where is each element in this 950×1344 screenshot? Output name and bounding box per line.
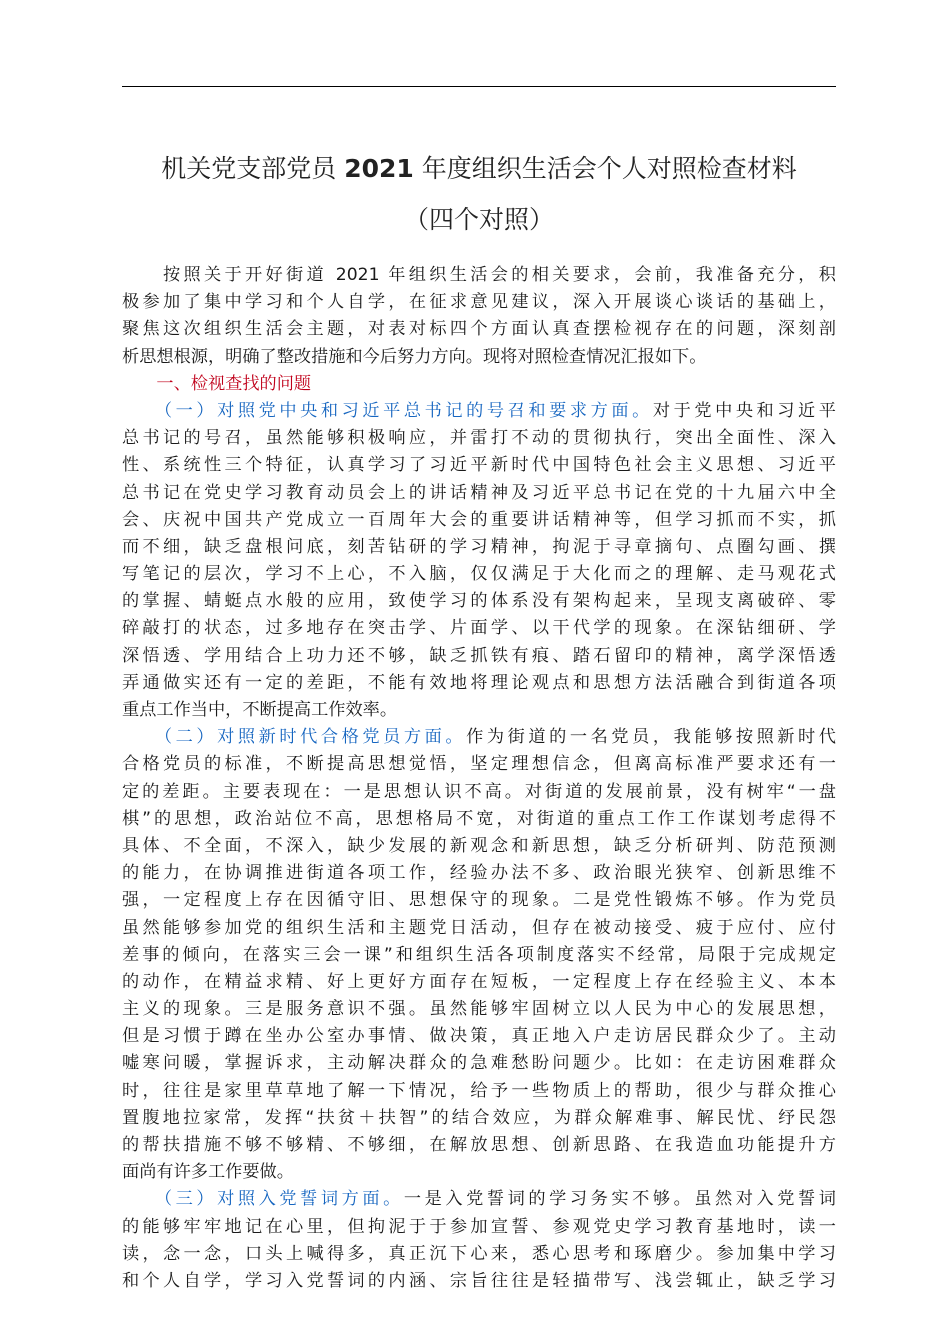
body-line: 具体、不全面，不深入，缺少发展的新观念和新思想，缺乏分析研判、防范预测 — [122, 835, 836, 856]
body-line: 的能力，在协调推进街道各项工作，经验办法不多、政治眼光狭窄、创新思维不 — [122, 863, 836, 884]
body-line: 而不细，缺乏盘根问底，刻苦钻研的学习精神，拘泥于寻章摘句、点圈勾画、撰 — [122, 536, 836, 557]
body-line: 极参加了集中学习和个人自学，在征求意见建议，深入开展谈心谈话的基础上， — [122, 292, 836, 313]
body-line: 强，一定程度上存在因循守旧、思想保守的现象。二是党性锻炼不够。作为党员 — [122, 890, 836, 911]
subsection-heading: （三）对照入党誓词方面。 — [122, 1189, 404, 1210]
body-line: 但是习惯于蹲在坐办公室办事情、做决策，真正地入户走访居民群众少了。主动 — [122, 1026, 836, 1047]
body-line: 的能够牢牢地记在心里，但拘泥于于参加宣誓、参观党史学习教育基地时，读一 — [122, 1216, 836, 1237]
subsection-line: （二）对照新时代合格党员方面。作为街道的一名党员，我能够按照新时代 — [122, 727, 836, 748]
body-line: 合格党员的标准，不断提高思想觉悟，坚定理想信念，但离高标准严要求还有一 — [122, 754, 836, 775]
subsection-heading: （二）对照新时代合格党员方面。 — [122, 727, 467, 748]
body-line: 读，念一念，口头上喊得多，真正沉下心来，悉心思考和琢磨少。参加集中学习 — [122, 1243, 836, 1264]
body-line: 时，往往是家里草草地了解一下情况，给予一些物质上的帮助，很少与群众推心 — [122, 1080, 836, 1101]
document-body — [122, 262, 836, 1295]
body-line: 主义的现象。三是服务意识不强。虽然能够牢固树立以人民为中心的发展思想， — [122, 999, 836, 1020]
title-year: 2021 — [344, 154, 414, 183]
body-line: 的帮扶措施不够不够精、不够细，在解放思想、创新思路、在我造血功能提升方 — [122, 1135, 836, 1155]
body-line: 聚焦这次组织生活会主题，对表对标四个方面认真查摆检视存在的问题，深刻剖 — [122, 319, 836, 340]
body-line: 碎敲打的状态，过多地存在突击学、片面学、以干代学的现象。在深钻细研、学 — [122, 618, 836, 639]
body-line: 定的差距。主要表现在：一是思想认识不高。对街道的发展前景，没有树牢“一盘 — [122, 781, 836, 802]
body-line: 总书记的号召，虽然能够积极响应，并雷打不动的贯彻执行，突出全面性、深入 — [122, 428, 836, 449]
subsection-line: （一）对照党中央和习近平总书记的号召和要求方面。对于党中央和习近平 — [122, 400, 836, 421]
subsection-heading: （一）对照党中央和习近平总书记的号召和要求方面。 — [122, 400, 653, 421]
body-line: 总书记在党史学习教育动员会上的讲话精神及习近平总书记在党的十九届六中全 — [122, 482, 836, 503]
body-line: 置腹地拉家常，发挥“扶贫＋扶智”的结合效应，为群众解难事、解民忧、纾民怨 — [122, 1107, 836, 1128]
body-line: 虽然能够参加党的组织生活和主题党日活动，但存在被动接受、疲于应付、应付 — [122, 917, 836, 938]
body-line: 深悟透、学用结合上功力还不够，缺乏抓铁有痕、踏石留印的精神，离学深悟透 — [122, 645, 836, 666]
body-line: 弄通做实还有一定的差距，不能有效地将理论观点和思想方法活融合到街道各项 — [122, 672, 836, 693]
section-heading: 一、检视查找的问题 — [122, 373, 312, 394]
body-line: 性、系统性三个特征，认真学习了习近平新时代中国特色社会主义思想、习近平 — [122, 455, 836, 476]
subsection-line: （三）对照入党誓词方面。一是入党誓词的学习务实不够。虽然对入党誓词 — [122, 1189, 836, 1210]
body-line: 重点工作当中，不断提高工作效率。 — [122, 700, 398, 720]
document-title: 机关党支部党员 2021 年度组织生活会个人对照检查材料 — [161, 154, 797, 183]
body-line: 面尚有许多工作要做。 — [122, 1162, 294, 1183]
body-line: 的动作，在精益求精、好上更好方面存在短板，一定程度上存在经验主义、本本 — [122, 971, 836, 992]
body-line: 写笔记的层次，学习不上心，不入脑，仅仅满足于大化而之的理解、走马观花式 — [122, 564, 836, 585]
body-line: 嘘寒问暖，掌握诉求，主动解决群众的急难愁盼问题少。比如：在走访困难群众 — [122, 1053, 836, 1074]
body-line: 的掌握、蜻蜓点水般的应用，致使学习的体系没有架构起来，呈现支离破碎、零 — [122, 591, 836, 612]
body-line: 棋”的思想，政治站位不高，思想格局不宽，对街道的重点工作工作谋划考虑得不 — [122, 808, 836, 829]
body-line: 和个人自学，学习入党誓词的内涵、宗旨往往是轻描带写、浅尝辄止，缺乏学习 — [122, 1270, 836, 1291]
body-line: 会、庆祝中国共产党成立一百周年大会的重要讲话精神等，但学习抓而不实，抓 — [122, 509, 836, 530]
header-rule — [122, 86, 836, 87]
body-line: 析思想根源，明确了整改措施和今后努力方向。现将对照检查情况汇报如下。 — [122, 346, 707, 367]
document-subtitle: （四个对照） — [403, 205, 554, 234]
body-line: 按照关于开好街道 2021 年组织生活会的相关要求，会前，我准备充分，积 — [122, 265, 836, 285]
body-line: 差事的倾向，在落实三会一课”和组织生活各项制度落实不经常，局限于完成规定 — [122, 944, 836, 965]
